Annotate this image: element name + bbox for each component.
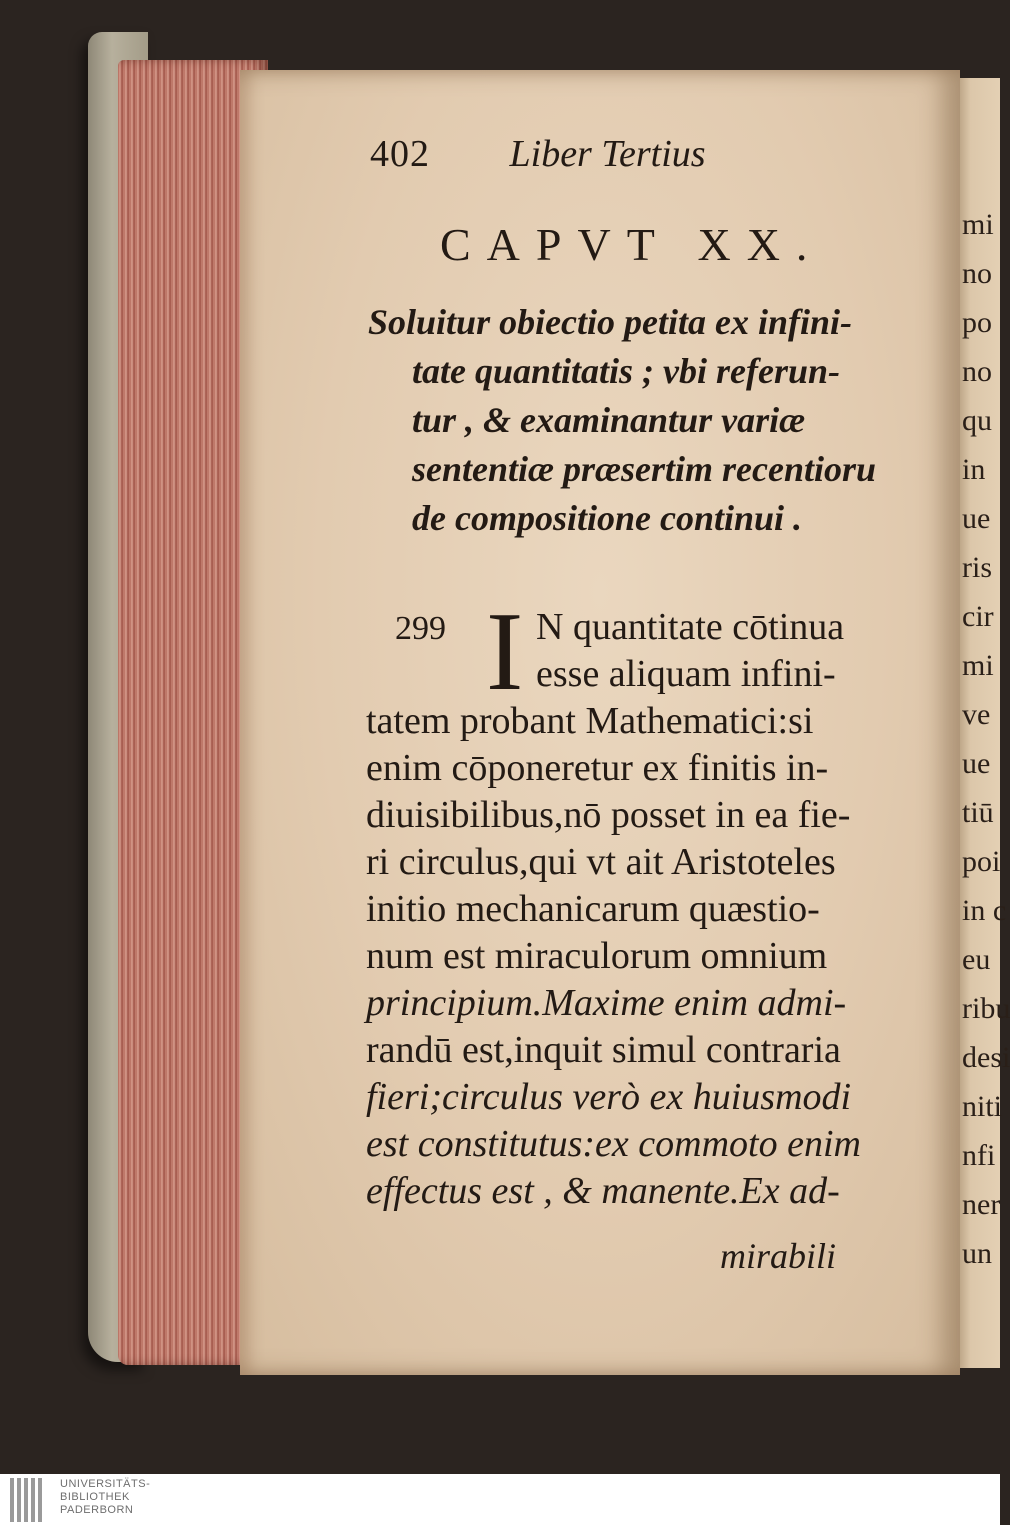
summary-line: de compositione continui . — [412, 498, 803, 538]
body-text — [366, 590, 926, 1215]
facing-page-text: in c — [962, 894, 1007, 927]
facing-page-text: ribu — [962, 992, 1010, 1025]
facing-page-text: cir — [962, 600, 994, 633]
body-line: principium.Maxime enim admi- — [366, 982, 847, 1024]
summary-line: tate quantitatis ; vbi referun- — [412, 351, 841, 391]
library-line: PADERBORN — [60, 1504, 134, 1516]
library-line: UNIVERSITÄTS- — [60, 1478, 151, 1490]
facing-page-edge — [958, 78, 1010, 1368]
running-head-title: Liber Tertius — [509, 133, 706, 175]
catchword: mirabili — [720, 1236, 837, 1276]
body-line: esse aliquam infini- — [536, 653, 836, 695]
facing-page-text: niti — [962, 1090, 1003, 1123]
library-line: BIBLIOTHEK — [60, 1491, 130, 1503]
facing-page-text: desi — [962, 1041, 1010, 1074]
summary-line: sententiæ præsertim recentioru — [412, 449, 877, 489]
body-line: initio mechanicarum quæstio- — [366, 888, 820, 930]
facing-page-text: no — [962, 257, 992, 290]
facing-page-text: ris — [962, 551, 992, 584]
facing-page-text: tiū — [962, 796, 994, 829]
library-name — [60, 1478, 150, 1517]
facing-page-text: nfi — [962, 1139, 996, 1172]
facing-page-text: qu — [962, 404, 992, 437]
body-line: effectus est , & manente.Ex ad- — [366, 1170, 840, 1212]
facing-page-text: in — [962, 453, 986, 486]
body-line: tatem probant Mathematici:si — [366, 700, 814, 742]
page-number: 402 — [370, 133, 430, 175]
running-header — [370, 132, 706, 176]
library-logo-icon — [10, 1478, 54, 1522]
facing-page-text: ner — [962, 1188, 1001, 1221]
drop-initial: I — [486, 590, 524, 714]
summary-line: tur , & examinantur variæ — [412, 400, 806, 440]
facing-page-text: un — [962, 1237, 992, 1270]
body-line: enim cōponeretur ex finitis in- — [366, 747, 829, 789]
facing-page-text: eu — [962, 943, 991, 976]
facing-page-text: no — [962, 355, 992, 388]
body-line: fieri;circulus verò ex huiusmodi — [366, 1076, 852, 1118]
facing-page-text: ve — [962, 698, 991, 731]
facing-page-text: poi — [962, 845, 1001, 878]
body-line: num est miraculorum omnium — [366, 935, 828, 977]
chapter-summary — [368, 298, 928, 543]
body-line: est constitutus:ex commoto enim — [366, 1123, 861, 1165]
facing-page-text: mi — [962, 649, 994, 682]
chapter-heading: CAPVT XX. — [440, 219, 824, 270]
body-line: N quantitate cōtinua — [536, 606, 845, 648]
facing-page-text: ue — [962, 747, 991, 780]
paragraph-number: 299 — [395, 610, 446, 647]
facing-page-text: ue — [962, 502, 991, 535]
facing-page-text: po — [962, 306, 992, 339]
body-line: diuisibilibus,nō posset in ea fie- — [366, 794, 851, 836]
facing-page-text: mi — [962, 208, 994, 241]
body-line: randū est,inquit simul contraria — [366, 1029, 841, 1071]
body-line: ri circulus,qui vt ait Aristoteles — [366, 841, 836, 883]
summary-line: Soluitur obiectio petita ex infini- — [368, 302, 853, 342]
